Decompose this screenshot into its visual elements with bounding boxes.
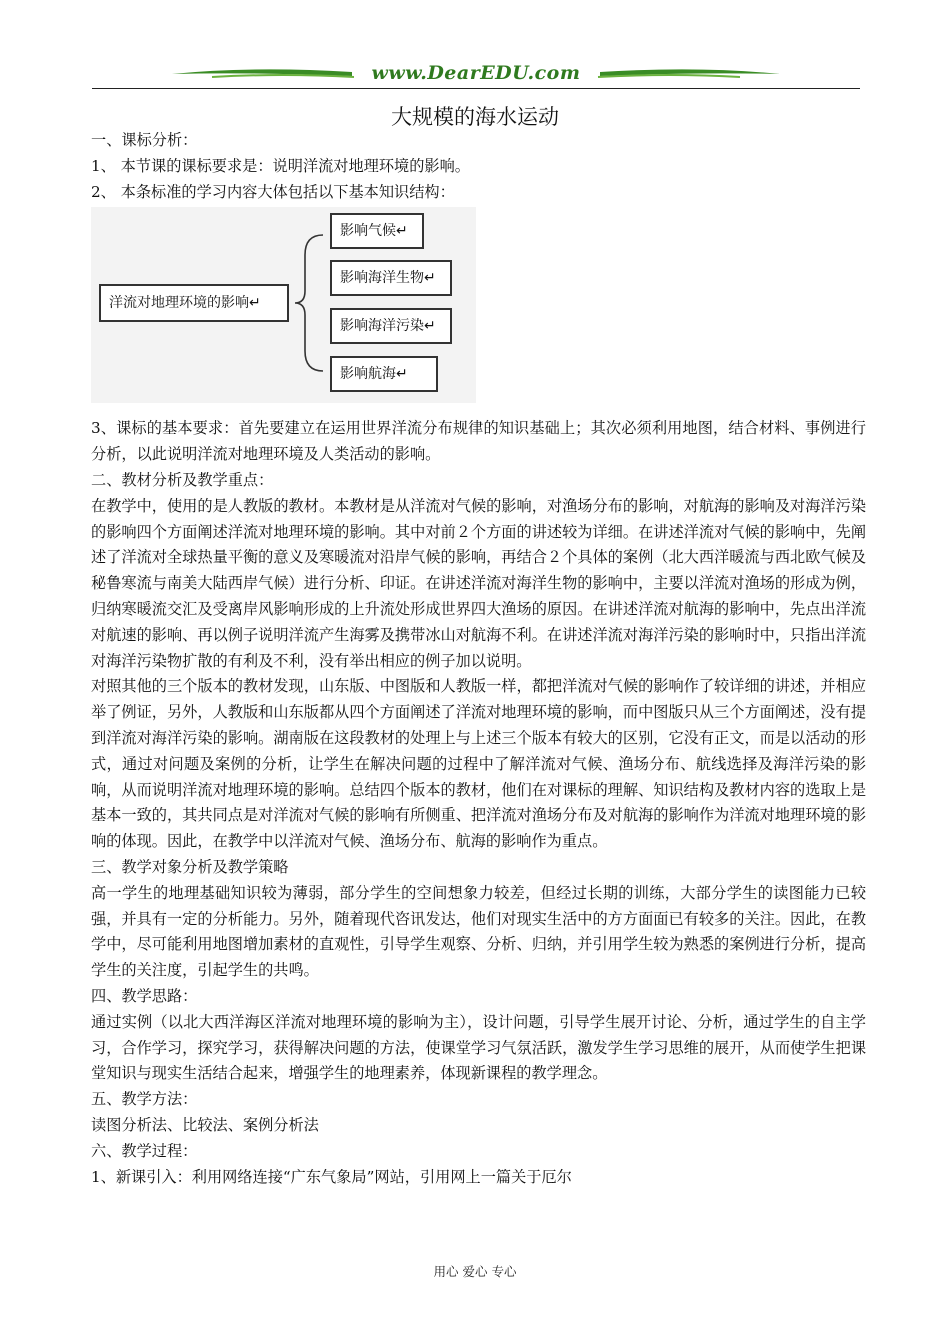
diagram-branch-box: 影响海洋污染↵ [330,308,452,344]
paragraph: 高一学生的地理基础知识较为薄弱，部分学生的空间想象力较差，但经过长期的训练，大部分学生的读图能力已较强，并具有一定的分析能力。另外，随着现代咨讯发达，他们对现实生活中的方方面面已有较多的关注。因此，在教学中，尽可能利用地图增加素材的直观性，引导学生观察、分析、归纳，并引用学生较为熟悉的案例进行分析，提高学生的关注度，引起学生的共鸣。 [91,883,866,980]
list-item: 2、 本条标准的学习内容大体包括以下基本知识结构： [91,182,455,201]
diagram-branch-box: 影响航海↵ [330,356,438,392]
list-item: 1、 本节课的课标要求是：说明洋流对地理环境的影响。 [91,156,470,175]
page-title: 大规模的海水运动 [391,105,559,129]
section-heading: 五、教学方法： [91,1090,198,1109]
list-item: 1、新课引入：利用网络连接“广东气象局”网站，引用网上一篇关于厄尔 [91,1167,572,1186]
diagram-root-box: 洋流对地理环境的影响↵ [99,284,289,322]
paragraph: 对照其他的三个版本的教材发现，山东版、中图版和人教版一样，都把洋流对气候的影响作了较详细的讲述，并相应举了例证，另外，人教版和山东版都从四个方面阐述了洋流对地理环境的影响，而中图版只从三个方面阐述，没有提到洋流对海洋污染的影响。湖南版在这段教材的处理上与上述三个版本有较大的区别，它没有正文，而是以活动的形式，通过对问题及案例的分析，让学生在解决问题的过程中了解洋流对气候、渔场分布、航线选择及海洋污染的影响，从而说明洋流对地理环境的影响。总结四个版本的教材，他们在对课标的理解、知识结构及教材内容的选取上是基本一致的，其共同点是对洋流对气候的影响有所侧重、把洋流对渔场分布及对航海的影响作为洋流对地理环境的影响的体现。因此，在教学中以洋流对气候、渔场分布、航海的影响作为重点。 [91,677,866,851]
paragraph: 在教学中，使用的是人教版的教材。本教材是从洋流对气候的影响，对渔场分布的影响，对航海的影响及对海洋污染的影响四个方面阐述洋流对地理环境的影响。其中对前２个方面的讲述较为详细。在讲述洋流对气候的影响中，先阐述了洋流对全球热量平衡的意义及寒暖流对沿岸气候的影响，再结合２个具体的案例（北大西洋暖流与西北欧气候及秘鲁寒流与南美大陆西岸气候）进行分析、印证。在讲述洋流对海洋生物的影响中，主要以洋流对渔场的形成为例，归纳寒暖流交汇及受离岸风影响形成的上升流处形成世界四大渔场的原因。在讲述洋流对航海的影响中，先点出洋流对航速的影响、再以例子说明洋流产生海雾及携带冰山对航海不利。在讲述洋流对海洋污染的影响时中，只指出洋流对海洋污染物扩散的有利及不利，没有举出相应的例子加以说明。 [91,496,866,670]
paragraph: 通过实例（以北大西洋海区洋流对地理环境的影响为主），设计问题，引导学生展开讨论、分析，通过学生的自主学习，合作学习，探究学习，获得解决问题的方法，使课堂学习气氛活跃，激发学生学习思维的展开，从而使学生把课堂知识与现实生活结合起来，增强学生的地理素养，体现新课程的教学理念。 [91,1012,866,1083]
page-footer: 用心 爱心 专心 [433,1264,517,1279]
section-heading: 三、教学对象分析及教学策略 [91,857,289,876]
section-heading: 四、教学思路： [91,986,198,1005]
paragraph: 读图分析法、比较法、案例分析法 [91,1115,319,1134]
header-rule [92,88,860,89]
diagram-branch-box: 影响气候↵ [330,213,424,249]
diagram-branch-box: 影响海洋生物↵ [330,260,452,296]
knowledge-structure-diagram [91,207,476,403]
list-item: 3、课标的基本要求：首先要建立在运用世界洋流分布规律的知识基础上；其次必须利用地图，结合材料、事例进行分析，以此说明洋流对地理环境及人类活动的影响。 [91,419,866,464]
site-logo: www.DearEDU.com [371,62,581,84]
section-heading: 六、教学过程： [91,1141,198,1160]
section-heading: 二、教材分析及教学重点： [91,470,274,489]
document-body [91,128,866,1190]
header-banner [92,58,860,90]
section-heading: 一、课标分析： [91,131,198,149]
